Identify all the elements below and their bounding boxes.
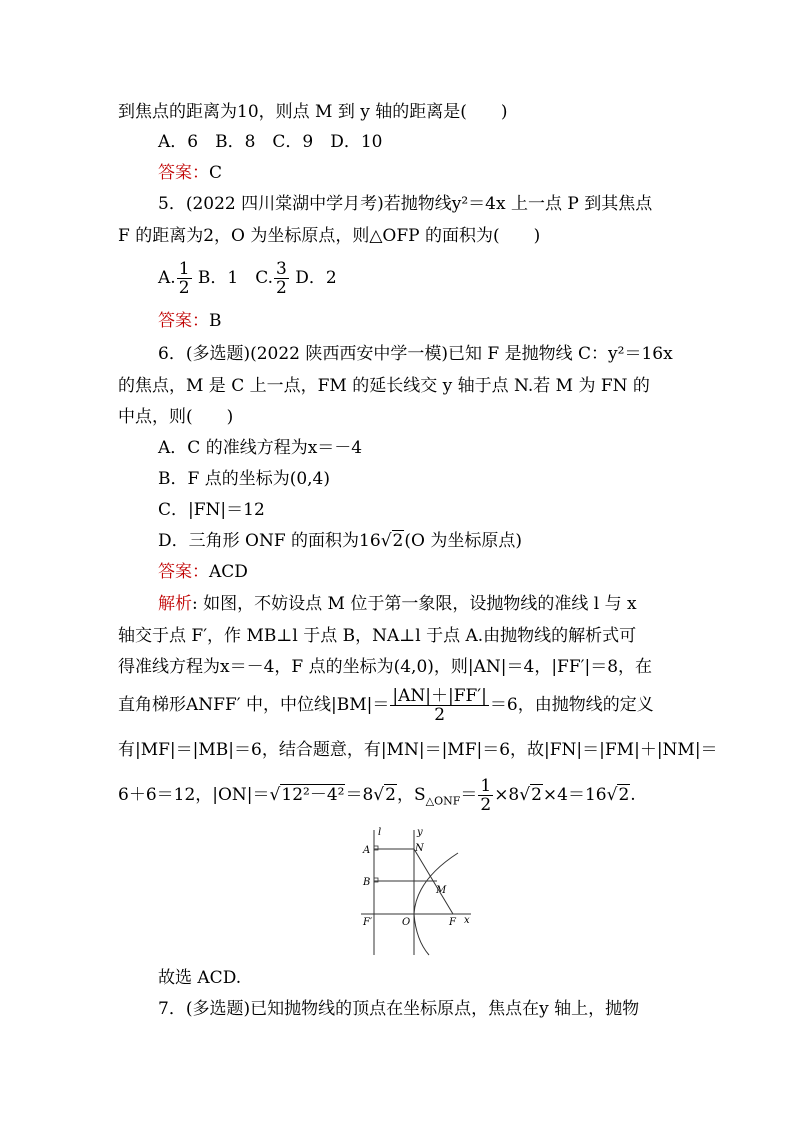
radicand: 2: [531, 785, 542, 805]
label-F: F: [449, 917, 456, 928]
label-y: y: [417, 827, 423, 838]
parabola-figure: [356, 825, 476, 959]
text: ×8: [494, 785, 520, 805]
answer-label: 答案：: [158, 311, 209, 331]
label-F-prime: F′: [363, 917, 373, 928]
sqrt: √2: [606, 785, 630, 805]
q6-answer: [158, 562, 248, 582]
solution-line-3: 得准线方程为x＝－4，F 点的坐标为(4,0)，则|AN|＝4，|FF′|＝8，在: [118, 657, 653, 677]
frac-num: |AN|＋|FF′|: [392, 686, 487, 706]
text: 直角梯形ANFF′ 中，中位线|BM|＝: [118, 695, 390, 715]
solution-label: 解析: [158, 594, 192, 614]
frac-den: 2: [434, 705, 446, 725]
subscript: △ONF: [425, 794, 461, 808]
q5-opt-b: B．1 C.: [197, 268, 274, 288]
q5-line-1: 5．(2022 四川棠湖中学月考)若抛物线y²＝4x 上一点 P 到其焦点: [158, 194, 653, 214]
label-x: x: [464, 915, 470, 926]
answer-label: 答案：: [158, 562, 209, 582]
answer-value: B: [209, 311, 222, 331]
text: .: [630, 785, 636, 805]
line-1: 到焦点的距离为10，则点 M 到 y 轴的距离是( ): [118, 102, 508, 122]
label-N: N: [415, 843, 424, 854]
text: ＝8: [345, 785, 374, 805]
q6-line-3: 中点，则( ): [118, 407, 234, 427]
text: ，S: [396, 785, 426, 805]
label-B: B: [363, 877, 371, 888]
solution-line-1: [158, 594, 637, 614]
q5-answer: [158, 311, 222, 331]
radicand: 2: [385, 785, 396, 805]
text: (O 为坐标原点): [404, 531, 522, 551]
frac-den: 2: [178, 278, 190, 298]
answer-label: 答案：: [158, 163, 209, 183]
conclusion: 故选 ACD.: [158, 968, 242, 988]
q5-opt-d: D．2: [295, 268, 337, 288]
radicand: 12²－4²: [281, 785, 345, 805]
label-l: l: [378, 827, 382, 838]
frac-num: 1: [178, 259, 190, 279]
q6-option-c: C．|FN|＝12: [158, 500, 265, 520]
fraction: [478, 777, 493, 814]
radicand: 2: [392, 531, 404, 551]
label-M: M: [436, 885, 447, 896]
q7-line-1: 7．(多选题)已知抛物线的顶点在坐标原点，焦点在y 轴上，抛物: [158, 999, 640, 1019]
q5-line-2: F 的距离为2，O 为坐标原点，则△OFP 的面积为( ): [118, 226, 541, 246]
q6-option-d: [158, 531, 522, 551]
q6-option-b: B．F 点的坐标为(0,4): [158, 469, 330, 489]
solution-line-4: [118, 685, 654, 725]
q6-line-2: 的焦点，M 是 C 上一点，FM 的延长线交 y 轴于点 N.若 M 为 FN 的: [118, 376, 650, 396]
answer-value: C: [209, 163, 223, 183]
frac-den: 2: [480, 795, 492, 815]
text: 6＋6＝12，|ON|＝: [118, 785, 270, 805]
sqrt: √2: [519, 785, 542, 805]
text: : 如图，不妨设点 M 位于第一象限，设抛物线的准线 l 与 x: [192, 594, 637, 614]
frac-num: 3: [276, 259, 287, 279]
fraction-c: [274, 260, 289, 297]
sqrt: √12²－4²: [269, 785, 345, 805]
sqrt: √2: [380, 531, 404, 551]
q4-answer: [158, 163, 222, 183]
solution-line-2: 轴交于点 F′，作 MB⊥l 于点 B，NA⊥l 于点 A.由抛物线的解析式可: [118, 626, 637, 646]
text: D．三角形 ONF 的面积为16: [158, 531, 381, 551]
frac-den: 2: [276, 278, 287, 298]
q4-options: A．6 B．8 C．9 D．10: [158, 132, 383, 152]
radicand: 2: [618, 785, 630, 805]
text: ＝: [460, 785, 478, 805]
sqrt: √2: [373, 785, 396, 805]
text: ×4＝16: [542, 785, 607, 805]
frac-num: 1: [480, 776, 492, 796]
q6-option-a: A．C 的准线方程为x＝－4: [158, 438, 363, 458]
parabola-curve: [414, 853, 458, 955]
label-A: A: [363, 845, 371, 856]
answer-value: ACD: [209, 562, 248, 582]
label-O: O: [402, 917, 411, 928]
fraction-a: [177, 260, 192, 297]
q5-options: [158, 258, 337, 298]
solution-line-6: [118, 775, 636, 821]
fraction: [390, 687, 489, 724]
q5-opt-a: A.: [158, 268, 176, 288]
solution-line-5: 有|MF|＝|MB|＝6，结合题意，有|MN|＝|MF|＝6，故|FN|＝|FM|＋|NM|＝: [118, 740, 718, 760]
q6-line-1: 6．(多选题)(2022 陕西西安中学一模)已知 F 是抛物线 C：y²＝16x: [158, 344, 673, 364]
text: ＝6，由抛物线的定义: [489, 695, 654, 715]
